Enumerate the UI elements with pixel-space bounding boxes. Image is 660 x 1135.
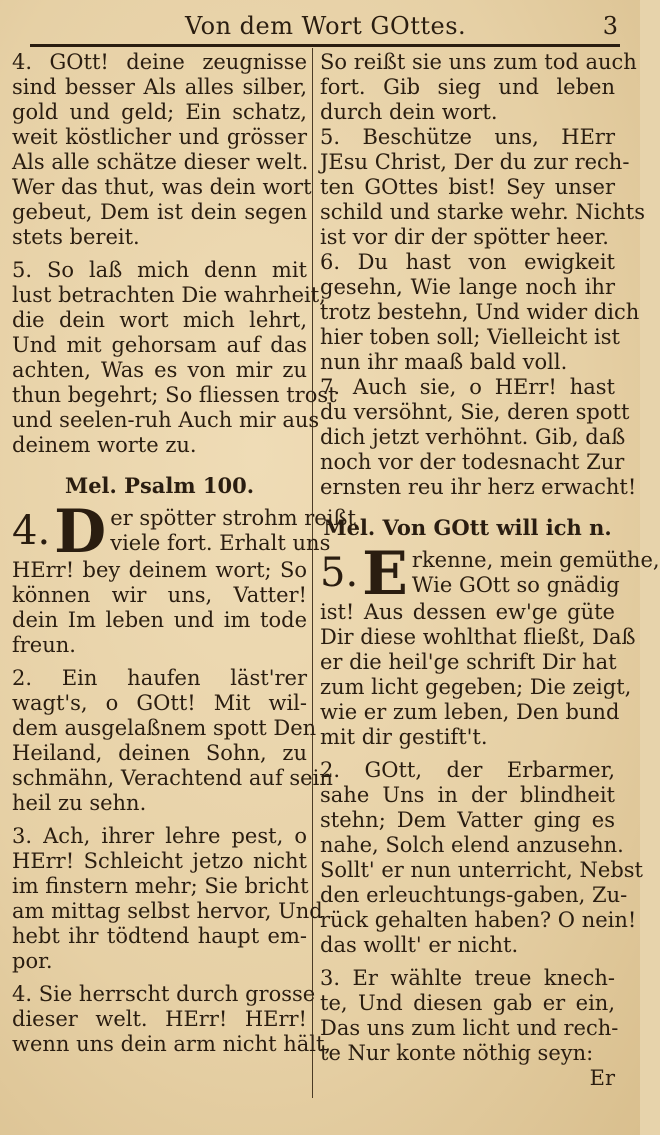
text-line: durch dein wort. [320, 100, 498, 124]
text-line: das wollt' er nicht. [320, 933, 519, 957]
drop-cap: E [362, 539, 408, 609]
text-line: im finstern mehr; Sie bricht [12, 874, 309, 898]
right-column [320, 50, 660, 1125]
verse-block [12, 558, 307, 658]
hymn-start [320, 539, 660, 609]
verse-block [12, 982, 332, 1057]
text-line: Wie GOtt so gnädig [411, 573, 620, 597]
text-line: er die heil'ge schrift Dir hat [320, 650, 617, 674]
text-line: mit dir gestift't. [320, 725, 488, 749]
text-line: nun ihr maaß bald voll. [320, 350, 568, 374]
text-line: 3. Er wählte treue knech- [320, 966, 615, 990]
text-line: hier toben soll; Vielleicht ist [320, 325, 620, 349]
text-line: gesehn, Wie lange noch ihr [320, 275, 615, 299]
text-line: rkenne, mein gemüthe, [411, 548, 660, 572]
text-line: JEsu Christ, Der du zur rech- [320, 150, 630, 174]
header-rule [30, 44, 620, 47]
text-line: gold und geld; Ein schatz, [12, 100, 307, 124]
text-line: am mittag selbst hervor, Und [12, 899, 323, 923]
text-line: du versöhnt, Sie, deren spott [320, 400, 630, 424]
text-line: HErr! bey deinem wort; So [12, 558, 307, 582]
text-line: 5. So laß mich denn mit [12, 258, 307, 282]
text-line: 3. Ach, ihrer lehre pest, o [12, 824, 307, 848]
hymn-number: 4. [12, 508, 51, 554]
verse-block [320, 966, 619, 1066]
text-line: hebt ihr tödtend haupt em- [12, 924, 307, 948]
text-line: So reißt sie uns zum tod auch [320, 50, 637, 74]
text-line: den erleuchtungs-gaben, Zu- [320, 883, 628, 907]
text-line: freun. [12, 633, 76, 657]
text-line: Heiland, deinen Sohn, zu [12, 741, 307, 765]
verse-block [320, 125, 645, 250]
hymn-number: 5. [320, 550, 359, 596]
text-line: 6. Du hast von ewigkeit [320, 250, 615, 274]
text-line: Wer das thut, was dein wort [12, 175, 312, 199]
text-line: rück gehalten haben? O nein! [320, 908, 637, 932]
text-line: Dir diese wohlthat fließt, Daß [320, 625, 636, 649]
verse-block [12, 666, 333, 816]
text-line: 4. GOtt! deine zeugnisse [12, 50, 307, 74]
text-line: achten, Was es von mir zu [12, 358, 307, 382]
verse-block [12, 50, 312, 250]
text-line: schild und starke wehr. Nichts [320, 200, 645, 224]
text-line: können wir uns, Vatter! [12, 583, 307, 607]
verse-block [320, 50, 637, 125]
text-line: Als alle schätze dieser welt. [12, 150, 309, 174]
text-line: heil zu sehn. [12, 791, 147, 815]
text-line: ist vor dir der spötter heer. [320, 225, 609, 249]
text-line: viele fort. Erhalt uns [110, 531, 331, 555]
text-line: zum licht gegeben; Die zeigt, [320, 675, 632, 699]
text-line: Sollt' er nun unterricht, Nebst [320, 858, 643, 882]
text-line: deinem worte zu. [12, 433, 197, 457]
drop-cap: D [54, 497, 107, 567]
hymn-start [12, 497, 356, 567]
text-line: trotz bestehn, Und wider dich [320, 300, 640, 324]
page-number: 3 [602, 12, 618, 40]
running-head: Von dem Wort GOttes. [185, 12, 467, 40]
left-column [12, 50, 356, 1125]
text-line: por. [12, 949, 53, 973]
catchword: Er [589, 1066, 615, 1090]
text-line: 4. Sie herrscht durch grosse [12, 982, 316, 1006]
text-line: ernsten reu ihr herz erwacht! [320, 475, 637, 499]
verse-block [12, 824, 323, 974]
text-line: sind besser Als alles silber, [12, 75, 307, 99]
verse-block [320, 250, 640, 375]
text-line: lust betrachten Die wahrheit, [12, 283, 326, 307]
text-line: 2. GOtt, der Erbarmer, [320, 758, 615, 782]
page-header [0, 6, 640, 44]
text-line: ten GOttes bist! Sey unser [320, 175, 615, 199]
melody-line: Mel. Psalm 100. [64, 473, 255, 498]
text-line: schmähn, Verachtend auf sein [12, 766, 333, 790]
verse-block [320, 375, 637, 500]
text-line: noch vor der todesnacht Zur [320, 450, 625, 474]
verse-block [320, 758, 643, 958]
text-line: dieser welt. HErr! HErr! [12, 1007, 307, 1031]
text-line: dich jetzt verhöhnt. Gib, daß [320, 425, 626, 449]
text-line: 2. Ein haufen läst'rer [12, 666, 307, 690]
text-line: wagt's, o GOtt! Mit wil- [12, 691, 307, 715]
text-line: wie er zum leben, Den bund [320, 700, 620, 724]
text-line: nahe, Solch elend anzusehn. [320, 833, 624, 857]
text-line: stets bereit. [12, 225, 140, 249]
text-line: die dein wort mich lehrt, [12, 308, 307, 332]
melody-line: Mel. Von GOtt will ich n. [323, 515, 612, 540]
text-line: te Nur konte nöthig seyn: [320, 1041, 594, 1065]
text-line: weit köstlicher und grösser [12, 125, 307, 149]
verse-block [12, 258, 337, 458]
text-line: te, Und diesen gab er ein, [320, 991, 615, 1015]
text-line: er spötter strohm reißt [110, 506, 356, 530]
text-line: dem ausgelaßnem spott Den [12, 716, 317, 740]
text-line: 5. Beschütze uns, HErr [320, 125, 615, 149]
text-line: fort. Gib sieg und leben [320, 75, 615, 99]
text-line: dein Im leben und im tode [12, 608, 307, 632]
text-line: wenn uns dein arm nicht hält, [12, 1032, 332, 1056]
text-line: HErr! Schleicht jetzo nicht [12, 849, 307, 873]
verse-block [320, 600, 636, 750]
text-line: Und mit gehorsam auf das [12, 333, 307, 357]
text-line: und seelen-ruh Auch mir aus [12, 408, 320, 432]
text-line: Das uns zum licht und rech- [320, 1016, 619, 1040]
text-line: stehn; Dem Vatter ging es [320, 808, 615, 832]
text-line: gebeut, Dem ist dein segen [12, 200, 307, 224]
text-line: thun begehrt; So fliessen trost [12, 383, 337, 407]
text-line: 7. Auch sie, o HErr! hast [320, 375, 615, 399]
text-line: sahe Uns in der blindheit [320, 783, 615, 807]
column-divider [312, 48, 313, 1098]
text-line: ist! Aus dessen ew'ge güte [320, 600, 615, 624]
